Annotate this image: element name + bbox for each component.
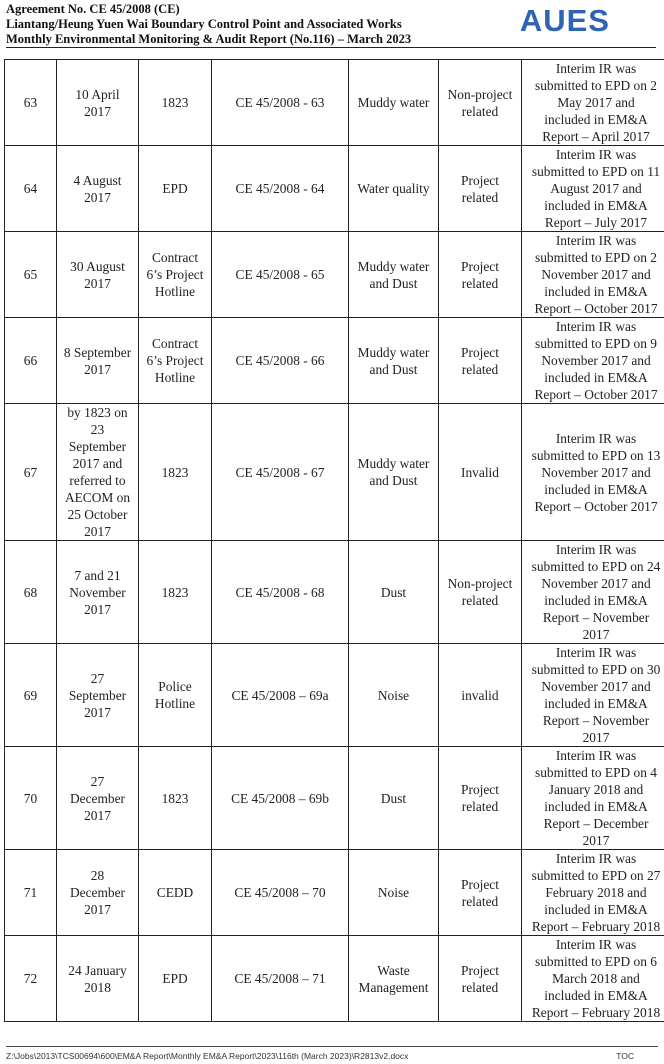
cell-action-line: 2017 [582, 833, 610, 848]
cell-source [139, 644, 212, 747]
cell-reference-text: CE 45/2008 – 71 [234, 971, 326, 986]
cell-complaint-type-line: Muddy water [357, 456, 430, 471]
cell-complaint-type [349, 60, 439, 146]
cell-source-line: Hotline [154, 370, 196, 385]
cell-action-line: Interim IR was [555, 61, 637, 76]
cell-complaint-type-line: Management [358, 979, 429, 995]
cell-source-line: Contract [151, 336, 199, 351]
cell-source-line: 6’s Project [146, 267, 204, 282]
cell-date [57, 318, 139, 404]
cell-complaint-type-line: Muddy water [357, 95, 430, 110]
cell-complaint-no-text: 72 [23, 971, 38, 986]
cell-complaint-no-text: 71 [23, 885, 38, 900]
cell-status-line: related [461, 361, 499, 377]
cell-date-line: December [69, 885, 125, 900]
cell-date-line: 8 September [63, 344, 132, 360]
cell-complaint-no [5, 747, 57, 850]
cell-status-line: Project [461, 876, 499, 892]
cell-action-line: 2017 [582, 730, 610, 745]
cell-action-line: Report – November [542, 610, 650, 625]
complaint-log-body [5, 60, 664, 1022]
cell-reference [212, 318, 349, 404]
cell-action-line: included in EM&A [544, 370, 648, 385]
cell-date-line: September [68, 439, 127, 454]
cell-status [439, 747, 522, 850]
cell-source [139, 404, 212, 541]
cell-complaint-no [5, 404, 57, 541]
cell-action-line: Report – October 2017 [534, 301, 658, 316]
cell-action [522, 541, 664, 644]
cell-complaint-type-line: Dust [380, 790, 407, 806]
cell-action-line: Report – October 2017 [534, 498, 658, 514]
cell-action-line: submitted to EPD on 30 [531, 662, 661, 677]
cell-reference [212, 747, 349, 850]
cell-action-line: included in EM&A [544, 481, 648, 497]
cell-reference [212, 936, 349, 1022]
cell-action [522, 60, 664, 146]
cell-source [139, 146, 212, 232]
cell-date-line: 4 August [73, 172, 122, 188]
cell-action-line: Interim IR was [555, 319, 637, 334]
cell-status-line: Project [461, 258, 499, 274]
cell-date [57, 404, 139, 541]
cell-action-line: Report – November [542, 713, 650, 728]
cell-reference [212, 60, 349, 146]
header-divider [6, 47, 656, 48]
cell-reference-text: CE 45/2008 - 65 [235, 267, 325, 282]
cell-date-line: 2018 [84, 979, 111, 995]
cell-complaint-no-text: 67 [23, 464, 38, 480]
cell-date-line: 30 August [70, 258, 125, 274]
cell-source-line: CEDD [156, 885, 194, 900]
cell-source [139, 60, 212, 146]
cell-source [139, 541, 212, 644]
cell-complaint-no [5, 318, 57, 404]
table-row [5, 318, 664, 404]
cell-action-line: Interim IR was [555, 645, 637, 660]
cell-action-line: Report – October 2017 [534, 387, 658, 402]
cell-reference [212, 850, 349, 936]
cell-complaint-no [5, 644, 57, 747]
table-row [5, 232, 664, 318]
cell-complaint-type [349, 404, 439, 541]
cell-date-line: 10 April [75, 86, 120, 102]
cell-action-line: Report – July 2017 [544, 215, 648, 230]
cell-source [139, 232, 212, 318]
cell-date-line: 2017 [84, 361, 111, 377]
cell-complaint-type [349, 644, 439, 747]
cell-action [522, 747, 664, 850]
cell-action [522, 318, 664, 404]
table-row [5, 541, 664, 644]
cell-action [522, 146, 664, 232]
cell-complaint-type [349, 318, 439, 404]
cell-action-line: November 2017 and [541, 679, 651, 694]
cell-action-line: submitted to EPD on 4 [534, 765, 657, 780]
cell-date-line: 23 [90, 422, 105, 437]
cell-action-line: submitted to EPD on 6 [534, 954, 657, 969]
cell-action [522, 232, 664, 318]
cell-source-line: Hotline [154, 696, 196, 711]
table-row [5, 60, 664, 146]
complaint-log-table-wrapper [4, 59, 661, 1022]
cell-complaint-no-text: 70 [23, 790, 38, 806]
cell-complaint-type-line: Water quality [357, 181, 430, 196]
table-row [5, 747, 664, 850]
agreement-number: Agreement No. CE 45/2008 (CE) [6, 2, 180, 16]
cell-status-line: related [461, 979, 499, 995]
cell-status-line: Project [461, 962, 499, 978]
cell-status-line: Project [461, 344, 499, 360]
cell-action-line: Interim IR was [555, 147, 637, 162]
cell-status-line: related [461, 189, 499, 205]
footer-toc-label: TOC [616, 1051, 634, 1061]
cell-complaint-no [5, 541, 57, 644]
cell-action-line: submitted to EPD on 9 [534, 336, 657, 351]
cell-action-line: included in EM&A [544, 696, 648, 711]
cell-action-line: included in EM&A [544, 593, 648, 608]
cell-date-line: referred to [69, 473, 126, 488]
cell-status [439, 232, 522, 318]
cell-date [57, 850, 139, 936]
cell-status-line: Non-project [447, 86, 513, 102]
cell-date [57, 747, 139, 850]
cell-complaint-type-line: Dust [380, 584, 407, 600]
cell-complaint-type [349, 747, 439, 850]
cell-reference [212, 541, 349, 644]
cell-action-line: Interim IR was [555, 542, 637, 557]
cell-source-line: 6’s Project [146, 353, 204, 368]
cell-action [522, 644, 664, 747]
cell-complaint-no-text: 66 [23, 353, 38, 368]
cell-complaint-no-text: 68 [23, 584, 38, 600]
cell-action-line: Interim IR was [555, 748, 637, 763]
cell-reference [212, 232, 349, 318]
cell-complaint-no-text: 63 [23, 95, 38, 110]
table-row [5, 644, 664, 747]
cell-status-line: related [461, 799, 499, 814]
cell-action-line: submitted to EPD on 2 [534, 78, 657, 93]
cell-action-line: March 2018 and [552, 971, 640, 986]
cell-complaint-type [349, 850, 439, 936]
cell-reference-text: CE 45/2008 - 66 [235, 353, 325, 368]
project-title: Liantang/Heung Yuen Wai Boundary Control Point and Associated Works [6, 17, 402, 31]
cell-reference-text: CE 45/2008 – 69a [231, 687, 329, 703]
cell-action-line: included in EM&A [544, 988, 648, 1003]
cell-date-line: 24 January [68, 962, 127, 978]
cell-status-line: related [461, 275, 499, 291]
cell-reference-text: CE 45/2008 - 67 [235, 464, 325, 480]
cell-date-line: 2017 [84, 275, 111, 291]
cell-source-line: Police [158, 679, 192, 694]
cell-date [57, 232, 139, 318]
cell-complaint-type-line: and Dust [369, 275, 418, 291]
cell-source-line: Hotline [154, 284, 196, 299]
cell-action-line: Interim IR was [555, 430, 637, 446]
cell-source-line: 1823 [161, 790, 189, 806]
cell-date-line: 2017 [84, 807, 111, 823]
table-row [5, 850, 664, 936]
cell-reference-text: CE 45/2008 – 69b [231, 790, 329, 806]
cell-action-line: included in EM&A [544, 198, 648, 213]
cell-reference-text: CE 45/2008 - 64 [235, 181, 325, 196]
cell-status-line: Project [461, 782, 499, 797]
cell-complaint-type-line: and Dust [369, 361, 418, 377]
cell-action-line: included in EM&A [544, 902, 648, 917]
cell-status [439, 318, 522, 404]
cell-action-line: submitted to EPD on 2 [534, 250, 657, 265]
cell-complaint-type-line: Noise [377, 885, 410, 900]
cell-action-line: Report – February 2018 [531, 1005, 661, 1020]
report-title: Monthly Environmental Monitoring & Audit Report (No.116) – March 2023 [6, 32, 412, 46]
cell-reference [212, 644, 349, 747]
cell-complaint-no [5, 936, 57, 1022]
cell-status [439, 936, 522, 1022]
complaint-log-table [4, 59, 664, 1022]
cell-action-line: Interim IR was [555, 937, 637, 952]
cell-status [439, 541, 522, 644]
cell-date [57, 541, 139, 644]
cell-date [57, 146, 139, 232]
cell-date-line: 2017 [84, 189, 111, 205]
cell-complaint-type [349, 541, 439, 644]
cell-complaint-type-line: Muddy water [357, 258, 430, 274]
cell-action-line: submitted to EPD on 27 [531, 868, 661, 883]
cell-date-line: September [68, 687, 127, 703]
cell-action-line: submitted to EPD on 24 [531, 559, 661, 574]
cell-source-line: 1823 [161, 584, 189, 600]
cell-status-line: related [461, 103, 499, 119]
cell-complaint-no-text: 69 [23, 687, 38, 703]
cell-date-line: 2017 and [72, 456, 123, 471]
cell-reference [212, 146, 349, 232]
cell-action-line: Report – December [543, 816, 649, 831]
cell-complaint-type [349, 146, 439, 232]
cell-date-line: 27 [90, 773, 105, 789]
cell-complaint-no [5, 146, 57, 232]
cell-reference-text: CE 45/2008 – 70 [234, 885, 326, 900]
header-text [6, 2, 411, 47]
cell-action-line: 2017 [582, 627, 610, 642]
cell-status [439, 850, 522, 936]
cell-action [522, 404, 664, 541]
cell-action-line: included in EM&A [544, 112, 648, 127]
cell-action-line: November 2017 and [541, 576, 651, 591]
cell-source-line: 1823 [161, 464, 189, 480]
table-row [5, 936, 664, 1022]
cell-action-line: included in EM&A [544, 284, 648, 299]
cell-status-line: Non-project [447, 576, 513, 591]
cell-reference-text: CE 45/2008 - 63 [235, 95, 325, 110]
cell-status-line: Invalid [461, 464, 499, 480]
cell-date-line: by 1823 on [67, 405, 128, 420]
cell-date-line: 7 and 21 [74, 567, 121, 583]
cell-complaint-type-line: Waste [377, 962, 410, 978]
cell-action-line: Interim IR was [555, 851, 637, 866]
cell-complaint-no [5, 60, 57, 146]
page-header [6, 2, 656, 48]
cell-source [139, 936, 212, 1022]
cell-action-line: January 2018 and [548, 782, 644, 797]
cell-date-line: 27 [90, 670, 105, 686]
cell-reference [212, 404, 349, 541]
cell-date-line: 25 October [67, 507, 128, 522]
cell-date-line: 2017 [84, 103, 111, 119]
cell-status [439, 146, 522, 232]
cell-date-line: AECOM on [64, 490, 131, 505]
cell-date [57, 936, 139, 1022]
cell-complaint-type [349, 936, 439, 1022]
cell-action [522, 850, 664, 936]
cell-action-line: Report – February 2018 [531, 919, 661, 934]
page-footer [6, 1046, 658, 1061]
cell-date [57, 644, 139, 747]
cell-date-line: November [69, 584, 126, 600]
cell-status [439, 404, 522, 541]
file-path: Z:\Jobs\2013\TCS00694\600\EM&A Report\Monthly EM&A Report\2023\116th (March 2023)\R2813v2.docx [6, 1051, 409, 1061]
cell-source-line: EPD [162, 181, 188, 196]
cell-source [139, 850, 212, 936]
cell-status [439, 644, 522, 747]
cell-date [57, 60, 139, 146]
cell-source [139, 747, 212, 850]
cell-action-line: Report – April 2017 [542, 129, 650, 144]
cell-action [522, 936, 664, 1022]
cell-action-line: November 2017 and [541, 464, 651, 480]
aues-logo: AUES [519, 3, 610, 38]
cell-source-line: EPD [162, 971, 188, 986]
cell-complaint-no [5, 232, 57, 318]
cell-status-line: invalid [461, 687, 499, 703]
cell-status-line: related [461, 893, 499, 909]
cell-date-line: December [69, 790, 125, 806]
cell-status-line: Project [461, 172, 499, 188]
cell-complaint-no-text: 64 [23, 181, 38, 196]
cell-complaint-type [349, 232, 439, 318]
cell-action-line: August 2017 and [550, 181, 642, 196]
cell-complaint-type-line: and Dust [369, 473, 418, 488]
cell-source-line: 1823 [161, 95, 189, 110]
cell-date-line: 2017 [84, 601, 111, 617]
cell-date-line: 2017 [84, 902, 111, 917]
cell-complaint-type-line: Muddy water [357, 344, 430, 360]
cell-reference-text: CE 45/2008 - 68 [235, 584, 325, 600]
cell-status [439, 60, 522, 146]
table-row [5, 404, 664, 541]
cell-action-line: included in EM&A [544, 799, 648, 814]
cell-date-line: 2017 [84, 704, 111, 720]
cell-action-line: submitted to EPD on 11 [531, 164, 661, 179]
cell-status-line: related [461, 593, 499, 608]
cell-action-line: November 2017 and [541, 267, 651, 282]
cell-action-line: Interim IR was [555, 233, 637, 248]
cell-date-line: 28 [90, 868, 105, 883]
cell-complaint-no-text: 65 [23, 267, 38, 282]
cell-date-line: 2017 [84, 524, 111, 539]
cell-source-line: Contract [151, 250, 199, 265]
cell-action-line: November 2017 and [541, 353, 651, 368]
cell-action-line: February 2018 and [545, 885, 647, 900]
cell-complaint-type-line: Noise [377, 687, 410, 703]
cell-action-line: May 2017 and [557, 95, 635, 110]
cell-source [139, 318, 212, 404]
cell-action-line: submitted to EPD on 13 [531, 447, 661, 463]
cell-complaint-no [5, 850, 57, 936]
table-row [5, 146, 664, 232]
